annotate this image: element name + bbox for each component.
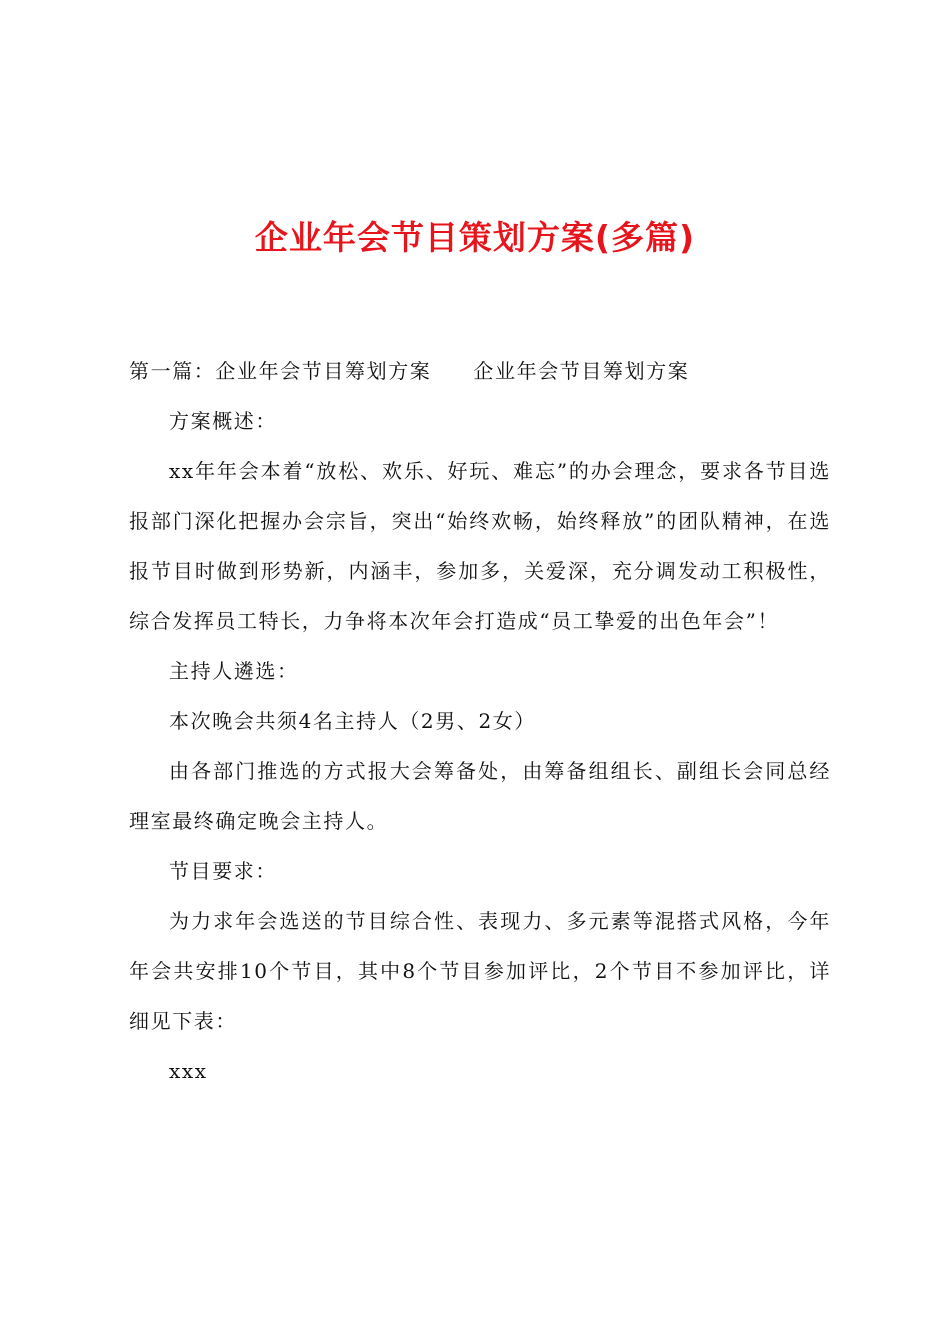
section-heading: 第一篇：企业年会节目筹划方案 (129, 359, 432, 383)
paragraph-program-label: 节目要求： (169, 859, 277, 883)
paragraph-program-requirements: 为力求年会选送的节目综合性、表现力、多元素等混搭式风格，今年年会共安排10个节目，其中8个节目参加评比，2个节目不参加评比，详细见下表： (129, 909, 831, 1033)
paragraph-host-label: 主持人遴选： (169, 659, 299, 683)
paragraph-host-selection: 由各部门推选的方式报大会筹备处，由筹备组组长、副组长会同总经理室最终确定晚会主持人。 (129, 759, 831, 833)
paragraph-overview-label: 方案概述： (169, 409, 277, 433)
document-title: 企业年会节目策划方案(多篇) (254, 218, 696, 257)
section-heading-line (129, 346, 831, 396)
section-subheading: 企业年会节目筹划方案 (473, 359, 690, 383)
paragraph-host-count: 本次晚会共须4名主持人（2男、2女） (169, 709, 536, 733)
paragraph-placeholder: xxx (169, 1059, 208, 1083)
paragraph-overview: xx年年会本着“放松、欢乐、好玩、难忘”的办会理念，要求各节目选报部门深化把握办会宗旨，突出“始终欢畅，始终释放”的团队精神，在选报节目时做到形势新，内涵丰，参加多，关爱深，充分调发动工积极性，综合发挥员工特长，力争将本次年会打造成“员工挚爱的出色年会”！ (129, 459, 831, 633)
document-body (129, 346, 831, 1096)
